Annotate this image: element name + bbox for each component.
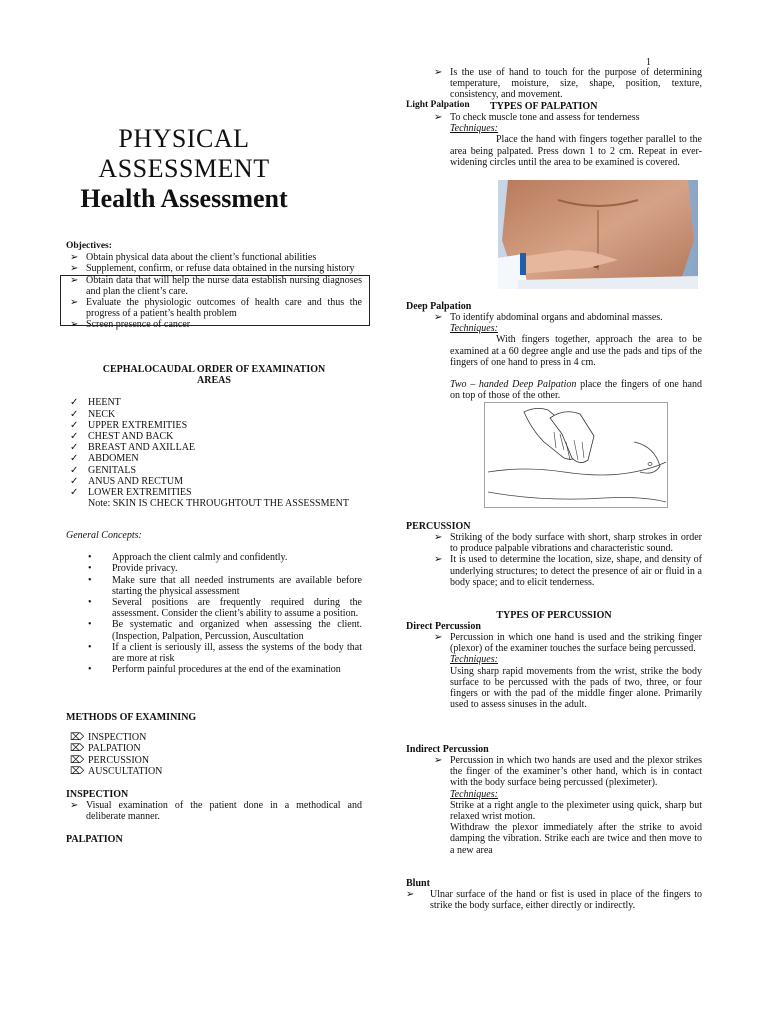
percussion-heading: PERCUSSION <box>406 521 471 532</box>
blunt-item: ➢ Ulnar surface of the hand or fist is used in place of the fingers to strike the body surface, either directly or indirectly. <box>406 889 702 912</box>
two-handed-palpation: Two – handed Deep Palpation place the fingers of one hand on top of those of the other. <box>450 379 702 402</box>
objective-item: ➢ Obtain data that will help the nurse data establish nursing diagnoses and plan the client’s care. <box>70 274 362 297</box>
dot-bullet-icon: • <box>88 664 92 676</box>
indirect-percussion-section <box>430 755 702 856</box>
arrow-bullet-icon: ➢ <box>434 755 443 766</box>
title-line-1: PHYSICAL <box>118 124 250 153</box>
boxed-arrow-icon: ⌦ <box>70 743 85 755</box>
arrow-bullet-icon: ➢ <box>434 112 443 123</box>
boxed-arrow-icon: ⌦ <box>70 754 85 766</box>
checkmark-icon: ✓ <box>70 464 79 476</box>
dot-bullet-icon: • <box>88 619 92 631</box>
palpation-definition <box>430 67 702 101</box>
title-line-2: ASSESSMENT <box>98 154 270 183</box>
methods-section <box>66 712 362 777</box>
hands-drawing <box>484 402 668 508</box>
types-of-palpation-heading: TYPES OF PALPATION <box>490 101 598 112</box>
deep-palpation-section <box>430 312 702 401</box>
objective-item: ➢ Obtain physical data about the client’s functional abilities <box>70 252 317 264</box>
direct-techniques-label: Techniques: <box>450 654 498 666</box>
deep-palpation-techniques: With fingers together, approach the area to be examined at a 60 degree angle and use the pads and tips of the fingers of one hand to press in 4 cm. <box>450 334 702 368</box>
concept-item: • Make sure that all needed instruments are available before starting the physical assessment <box>88 574 362 597</box>
palpation-heading: PALPATION <box>66 834 123 845</box>
method-item: ⌦ PERCUSSION <box>70 754 150 766</box>
document-title <box>62 124 306 214</box>
title-line-3: Health Assessment <box>80 184 288 213</box>
area-item: ✓ ANUS AND RECTUM <box>70 475 184 487</box>
inspection-section <box>66 789 362 823</box>
deep-palpation-heading: Deep Palpation <box>406 301 472 312</box>
checkmark-icon: ✓ <box>70 397 79 409</box>
two-handed-palpation-drawing <box>484 402 668 508</box>
percussion-item: ➢ It is used to determine the location, size, shape, and density of underlying structures; to detect the presence of air or fluid in a body space; and to elicit tenderness. <box>434 554 702 588</box>
arrow-bullet-icon: ➢ <box>70 319 79 331</box>
palpation-item: ➢ Is the use of hand to touch for the purpose of determining temperature, moisture, size, shape, position, texture, consistency, and movement. <box>434 67 702 101</box>
arrow-bullet-icon: ➢ <box>70 800 79 812</box>
dot-bullet-icon: • <box>88 641 92 653</box>
area-item: ✓ BREAST AND AXILLAE <box>70 442 196 454</box>
checkmark-icon: ✓ <box>70 487 79 499</box>
indirect-techniques-1: Strike at a right angle to the pleximeter using quick, sharp but relaxed wrist motion. <box>450 799 702 823</box>
dot-bullet-icon: • <box>88 574 92 586</box>
concept-item: • Provide privacy. <box>88 563 178 575</box>
method-item: ⌦ INSPECTION <box>70 732 147 744</box>
method-item: ⌦ AUSCULTATION <box>70 765 163 777</box>
percussion-section <box>430 532 702 588</box>
inspection-item: ➢ Visual examination of the patient done in a methodical and deliberate manner. <box>70 800 362 823</box>
indirect-percussion-item: ➢ Percussion in which two hands are used and the plexor strikes the finger of the examiner’s other hand, which is in contact with the body surface being percussed (pleximeter). <box>434 755 702 789</box>
objective-item: ➢ Supplement, confirm, or refuse data obtained in the nursing history <box>70 263 355 275</box>
area-item: ✓ CHEST AND BACK <box>70 431 174 443</box>
deep-palpation-item: ➢ To identify abdominal organs and abdominal masses. <box>434 312 663 323</box>
techniques-label: Techniques: <box>450 123 498 135</box>
dot-bullet-icon: • <box>88 552 92 564</box>
arrow-bullet-icon: ➢ <box>434 532 443 543</box>
concept-item: • Be systematic and organized when assessing the client. (Inspection, Palpation, Percussion, Auscultation <box>88 619 362 642</box>
direct-percussion-techniques: Using sharp rapid movements from the wrist, strike the body surface to be percussed with the pads of two, three, or four fingers or with the pad of the middle finger alone. Primarily used to assess sinuses in the adult. <box>450 665 702 711</box>
concept-item: • Approach the client calmly and confidently. <box>88 552 288 564</box>
boxed-arrow-icon: ⌦ <box>70 732 85 744</box>
checkmark-icon: ✓ <box>70 431 79 443</box>
arrow-bullet-icon: ➢ <box>434 554 443 566</box>
arrow-bullet-icon: ➢ <box>406 889 415 900</box>
blunt-heading: Blunt <box>406 878 430 889</box>
objective-item: ➢ Evaluate the physiologic outcomes of health care and thus the progress of a patient’s health problem <box>70 297 362 320</box>
arrow-bullet-icon: ➢ <box>70 263 79 275</box>
types-of-percussion-heading: TYPES OF PERCUSSION <box>496 610 612 621</box>
indirect-techniques-2: Withdraw the plexor immediately after the strike to avoid damping the vibration. Strike each are twice and then move to a new area <box>450 822 702 856</box>
indirect-percussion-heading: Indirect Percussion <box>406 744 489 755</box>
abdomen-palpation-image <box>498 180 698 289</box>
inspection-heading: INSPECTION <box>66 789 129 800</box>
checkmark-icon: ✓ <box>70 442 79 454</box>
concept-item: • If a client is seriously ill, assess the systems of the body that are more at risk <box>88 641 362 665</box>
objectives-outline-box <box>60 275 370 326</box>
area-item: ✓ ABDOMEN <box>70 453 139 465</box>
objectives-heading: Objectives: <box>66 241 112 251</box>
arrow-bullet-icon: ➢ <box>70 297 79 309</box>
checkmark-icon: ✓ <box>70 408 79 420</box>
checkmark-icon: ✓ <box>70 475 79 487</box>
direct-percussion-section <box>430 632 702 710</box>
method-item: ⌦ PALPATION <box>70 743 141 755</box>
boxed-arrow-icon: ⌦ <box>70 765 85 777</box>
arrow-bullet-icon: ➢ <box>70 252 79 264</box>
light-palpation-label: Light Palpation <box>406 100 470 110</box>
direct-percussion-heading: Direct Percussion <box>406 621 481 632</box>
area-item: ✓ UPPER EXTREMITIES <box>70 419 188 431</box>
light-palpation-item: ➢ To check muscle tone and assess for tenderness <box>434 112 640 123</box>
dot-bullet-icon: • <box>88 597 92 609</box>
checkmark-icon: ✓ <box>70 419 79 431</box>
methods-heading: METHODS OF EXAMINING <box>66 712 197 723</box>
arrow-bullet-icon: ➢ <box>434 312 443 323</box>
general-concepts-heading: General Concepts: <box>66 530 142 541</box>
cephalocaudal-heading: CEPHALOCAUDAL ORDER OF EXAMINATION AREAS <box>102 364 326 387</box>
indirect-techniques-label: Techniques: <box>450 788 498 800</box>
direct-percussion-item: ➢ Percussion in which one hand is used and the striking finger (plexor) of the examiner touches the surface being percussed. <box>434 632 702 655</box>
percussion-item: ➢ Striking of the body surface with short, sharp strokes in order to produce palpable vibrations and characteristic sound. <box>434 532 702 555</box>
blunt-section <box>406 889 702 911</box>
arrow-bullet-icon: ➢ <box>434 632 443 643</box>
arrow-bullet-icon: ➢ <box>434 67 443 78</box>
area-item: ✓ NECK <box>70 408 116 420</box>
deep-techniques-label: Techniques: <box>450 323 498 335</box>
dot-bullet-icon: • <box>88 563 92 575</box>
light-palpation-section <box>430 112 702 168</box>
light-palpation-techniques: Place the hand with fingers together parallel to the area being palpated. Press down 1 to 2 cm. Repeat in ever-widening circles until the area to be examined is covered. <box>450 134 702 168</box>
area-item: ✓ HEENT <box>70 397 121 409</box>
objective-item: ➢ Screen presence of cancer <box>70 319 191 331</box>
checkmark-icon: ✓ <box>70 453 79 465</box>
general-concepts-section <box>66 530 362 675</box>
skin-note: Note: SKIN IS CHECK THROUGHTOUT THE ASSESSMENT <box>88 498 349 510</box>
light-palpation-photo <box>498 180 698 289</box>
concept-item: • Several positions are frequently required during the assessment. Consider the client’s ability to assume a position. <box>88 597 362 620</box>
cephalocaudal-section <box>66 364 362 509</box>
page-number: 1 <box>646 57 651 68</box>
area-item: ✓ LOWER EXTREMITIES <box>70 487 192 499</box>
area-item: ✓ GENITALS <box>70 464 137 476</box>
arrow-bullet-icon: ➢ <box>70 274 79 286</box>
concept-item: • Perform painful procedures at the end of the examination <box>88 664 341 676</box>
